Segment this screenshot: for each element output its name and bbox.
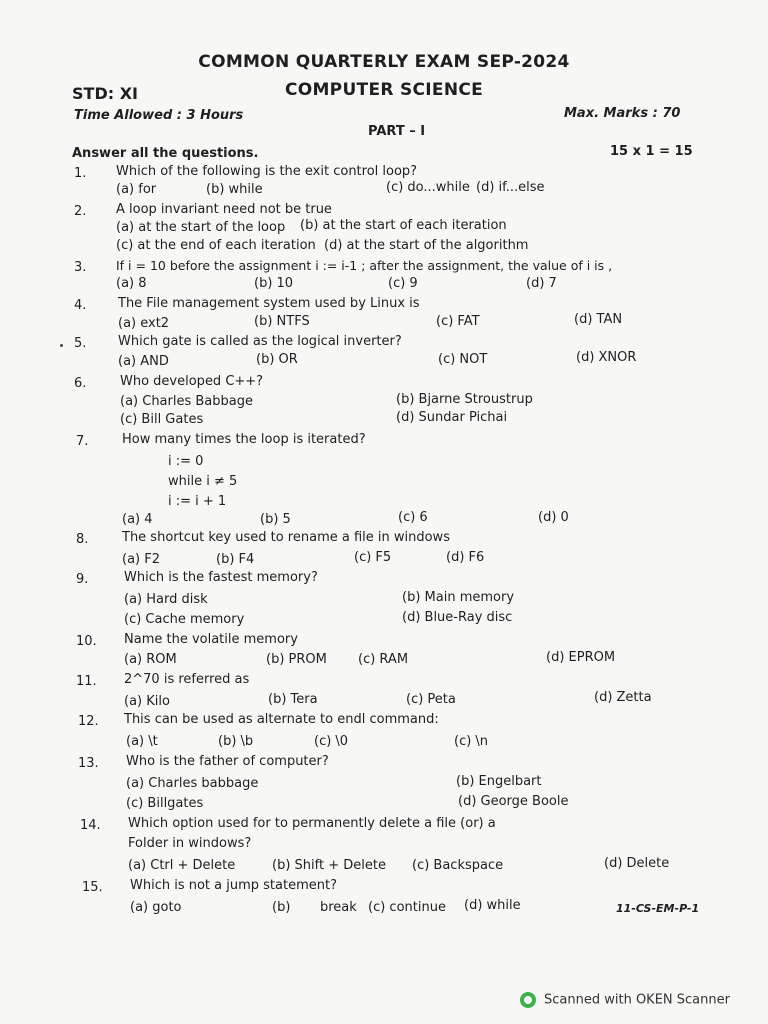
option-a: (a) \t [126,734,158,749]
option-b: (b) F4 [216,552,255,567]
option-c: (c) \0 [314,734,349,749]
option-b: (b) Engelbart [456,774,542,789]
option-c: (c) NOT [438,352,488,367]
question-number: 9. [76,572,89,587]
question-number: 5. [74,336,87,351]
question-number: 14. [80,818,101,833]
option-d: (d) Zetta [594,690,652,705]
option-d: (d) 0 [538,510,569,525]
option-b: (b) Main memory [402,590,515,605]
question-number: 13. [78,756,99,771]
option-a: (a) F2 [122,552,160,567]
option-d: (d) Blue-Ray disc [402,610,513,625]
option-b-text: break [320,900,357,915]
option-b: (b) \b [218,734,254,749]
option-d: (d) TAN [574,312,623,327]
option-d: (d) 7 [526,276,557,291]
question-number: 1. [74,166,87,181]
code-line: i := i + 1 [168,494,227,509]
option-c: (c) at the end of each iteration [116,238,316,253]
option-d: (d) XNOR [576,350,637,365]
option-b: (b) NTFS [254,314,310,329]
option-c: (c) RAM [358,652,409,667]
code-block [168,452,237,512]
option-d: (d) EPROM [546,650,616,665]
question-text: If i = 10 before the assignment i := i-1 ; after the assignment, the value of i is , [116,258,613,273]
option-d: (d) F6 [446,550,485,565]
option-c: (c) Backspace [412,858,504,873]
page-code: 11-CS-EM-P-1 [616,902,700,915]
oken-scanner-logo-icon [520,992,536,1008]
time-allowed: Time Allowed : 3 Hours [74,108,244,123]
option-c: (c) do...while [386,180,470,195]
max-marks: Max. Marks : 70 [564,106,681,121]
question-number: 4. [74,298,87,313]
option-d: (c) \n [454,734,489,749]
option-a: (a) AND [118,354,169,369]
option-a: (a) Charles babbage [126,776,259,791]
option-a: (a) Charles Babbage [120,394,253,409]
scan-speck [60,344,63,347]
option-d: (d) Sundar Pichai [396,410,508,425]
question-text: Name the volatile memory [124,632,298,647]
option-d: (d) George Boole [458,794,569,809]
scanner-watermark [520,992,730,1008]
option-a: (a) goto [130,900,182,915]
code-line: i := 0 [168,454,204,469]
question-text: Who is the father of computer? [126,754,329,769]
subject-title: COMPUTER SCIENCE [284,80,484,100]
option-d: (d) while [464,898,521,913]
scanner-text: Scanned with OKEN Scanner [544,992,730,1008]
option-c: (c) FAT [436,314,480,329]
question-text: Which gate is called as the logical inverter? [118,334,402,349]
option-a: (a) at the start of the loop [116,220,286,235]
option-a: (a) for [116,182,157,197]
question-number: 10. [76,634,97,649]
question-text-continued: Folder in windows? [128,836,252,851]
option-b: (b) OR [256,352,298,367]
question-text: 2^70 is referred as [124,672,250,687]
question-text: This can be used as alternate to endl command: [124,712,439,727]
option-c: (c) 9 [388,276,418,291]
question-text: Who developed C++? [120,374,264,389]
question-number: 3. [74,260,87,275]
question-text: A loop invariant need not be true [116,202,332,217]
marks-scheme: 15 x 1 = 15 [610,144,693,159]
option-c: (c) F5 [354,550,392,565]
question-text: The File management system used by Linux is [118,296,420,311]
option-c: (c) Peta [406,692,456,707]
option-b: (b) PROM [266,652,327,667]
question-text: Which is the fastest memory? [124,570,318,585]
option-c: (c) Billgates [126,796,204,811]
question-text: Which of the following is the exit control loop? [116,164,418,179]
option-b: (b) Shift + Delete [272,858,386,873]
option-a: (a) Hard disk [124,592,208,607]
question-text: Which option used for to permanently delete a file (or) a [128,816,496,831]
option-c: (c) 6 [398,510,428,525]
option-d: (d) at the start of the algorithm [324,238,529,253]
question-number: 12. [78,714,99,729]
question-number: 7. [76,434,89,449]
option-a: (a) Kilo [124,694,170,709]
option-b: (b) at the start of each iteration [300,218,507,233]
question-number: 8. [76,532,89,547]
question-number: 6. [74,376,87,391]
option-b: (b) 10 [254,276,294,291]
option-b: (b) Tera [268,692,318,707]
instruction: Answer all the questions. [72,146,259,161]
question-text: Which is not a jump statement? [130,878,337,893]
question-text: The shortcut key used to rename a file in windows [122,530,450,545]
option-b: (b) while [206,182,263,197]
code-line: while i ≠ 5 [168,474,238,489]
option-b: (b) 5 [260,512,291,527]
question-number: 15. [82,880,103,895]
option-a: (a) 8 [116,276,147,291]
option-a: (a) Ctrl + Delete [128,858,236,873]
question-number: 2. [74,204,87,219]
option-d: (d) Delete [604,856,670,871]
question-number: 11. [76,674,97,689]
part-heading: PART – I [368,124,426,139]
option-a: (a) ext2 [118,316,170,331]
option-d: (d) if...else [476,180,545,195]
option-a: (a) ROM [124,652,177,667]
option-c: (c) Cache memory [124,612,245,627]
std-label: STD: XI [72,84,138,103]
option-c: (c) continue [368,900,446,915]
option-c: (c) Bill Gates [120,412,204,427]
question-text: How many times the loop is iterated? [122,432,366,447]
option-a: (a) 4 [122,512,153,527]
exam-title: COMMON QUARTERLY EXAM SEP-2024 [198,52,570,72]
option-b: (b) Bjarne Stroustrup [396,392,533,407]
option-b: (b) [272,900,291,915]
